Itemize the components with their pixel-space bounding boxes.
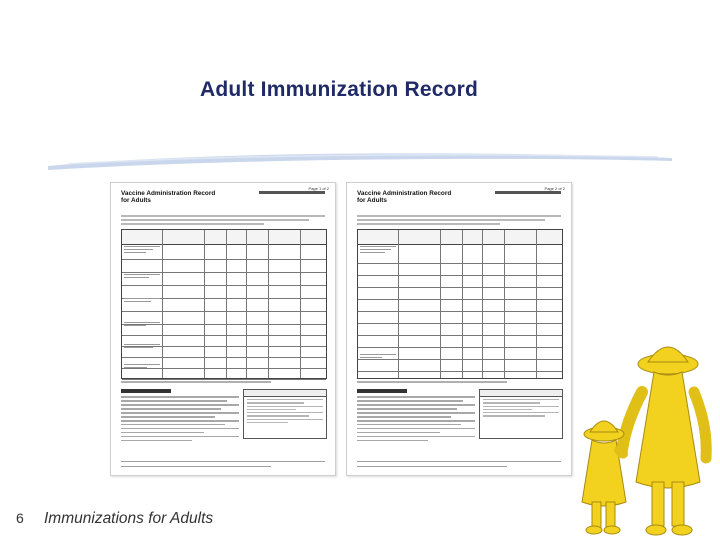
patient-fields <box>495 191 561 194</box>
document-title: Vaccine Administration Record for Adults <box>121 190 216 205</box>
form-instructions <box>357 389 561 453</box>
record-page-2 <box>346 182 572 476</box>
footer-caption: Immunizations for Adults <box>44 510 214 527</box>
page-label: Page 2 of 2 <box>544 186 565 191</box>
vaccine-table <box>357 229 563 379</box>
slide-title: Adult Immunization Record <box>200 78 478 101</box>
vaccine-table <box>121 229 327 379</box>
page-label: Page 1 of 2 <box>308 186 329 191</box>
patient-fields <box>259 191 325 194</box>
record-page-1 <box>110 182 336 476</box>
slide-number: 6 <box>16 510 24 526</box>
intro-text <box>357 215 561 227</box>
form-instructions <box>121 389 325 453</box>
document-title: Vaccine Administration Record for Adults <box>357 190 452 205</box>
decorative-swoosh <box>48 148 672 172</box>
children-in-raincoats-illustration <box>560 322 716 540</box>
intro-text <box>121 215 325 227</box>
